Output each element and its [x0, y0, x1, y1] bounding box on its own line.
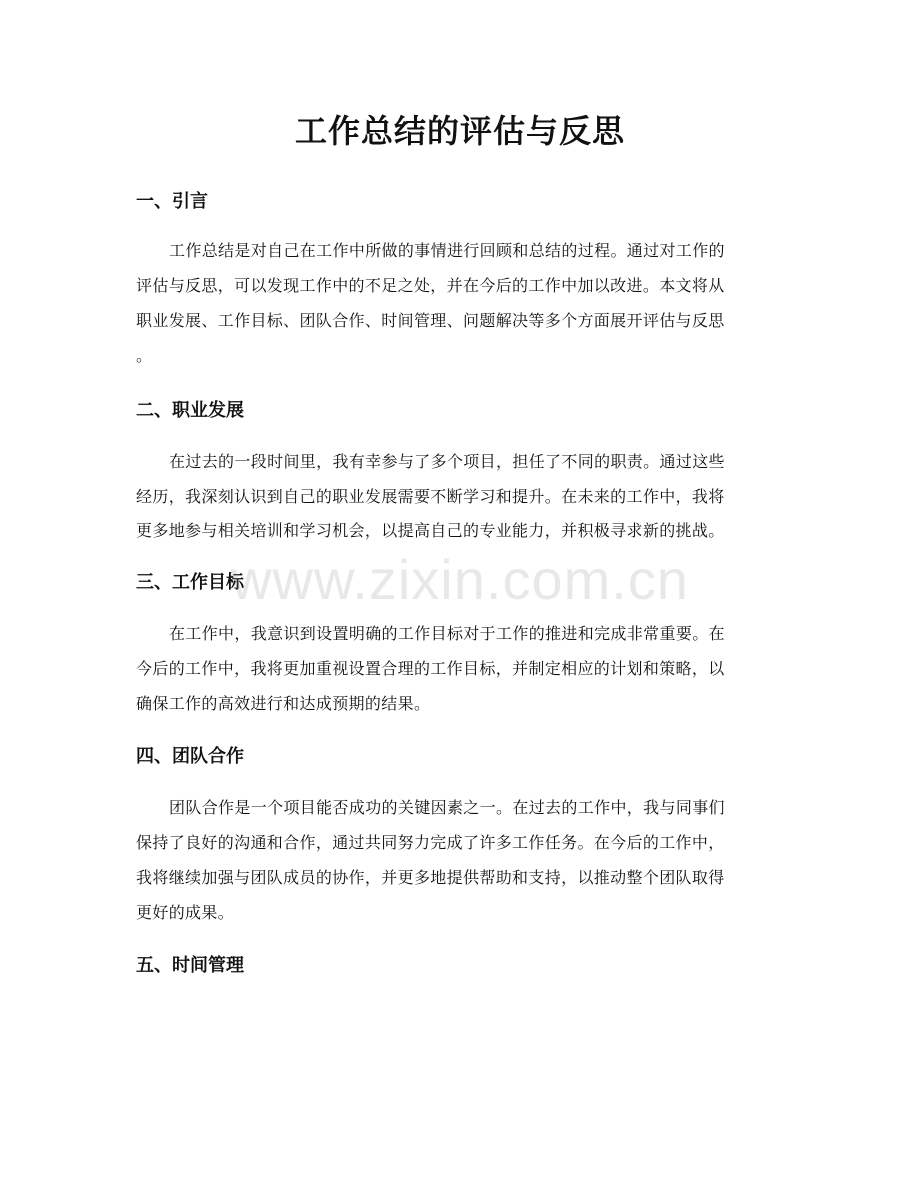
- paragraph-line: 在过去的一段时间里，我有幸参与了多个项目，担任了不同的职责。通过这些: [169, 452, 725, 471]
- watermark: www.zixin.com.cn: [231, 548, 689, 611]
- paragraph-line: 我将继续加强与团队成员的协作，并更多地提供帮助和支持，以推动整个团队取得: [136, 868, 725, 887]
- section-heading: 三、工作目标: [136, 572, 244, 593]
- paragraph-line: 更多地参与相关培训和学习机会，以提高自己的专业能力，并积极寻求新的挑战。: [136, 521, 725, 540]
- section-heading: 一、引言: [136, 191, 208, 212]
- section-heading: 五、时间管理: [136, 955, 244, 976]
- paragraph-line: 工作总结是对自己在工作中所做的事情进行回顾和总结的过程。通过对工作的: [169, 241, 725, 260]
- paragraph-line: 在工作中，我意识到设置明确的工作目标对于工作的推进和完成非常重要。在: [169, 624, 725, 643]
- section-heading: 二、职业发展: [136, 400, 244, 421]
- paragraph-line: 确保工作的高效进行和达成预期的结果。: [136, 694, 431, 713]
- page-title: 工作总结的评估与反思: [294, 112, 625, 150]
- paragraph-line: 保持了良好的沟通和合作，通过共同努力完成了许多工作任务。在今后的工作中，: [136, 833, 725, 852]
- paragraph-line: 职业发展、工作目标、团队合作、时间管理、问题解决等多个方面展开评估与反思: [136, 311, 725, 330]
- paragraph-line: 评估与反思，可以发现工作中的不足之处，并在今后的工作中加以改进。本文将从: [136, 276, 725, 295]
- paragraph-line: 。: [136, 346, 153, 365]
- paragraph-line: 今后的工作中，我将更加重视设置合理的工作目标，并制定相应的计划和策略，以: [136, 659, 725, 678]
- paragraph-line: 更好的成果。: [136, 903, 235, 922]
- paragraph-line: 经历，我深刻认识到自己的职业发展需要不断学习和提升。在未来的工作中，我将: [136, 487, 725, 506]
- section-heading: 四、团队合作: [136, 746, 244, 767]
- paragraph-line: 团队合作是一个项目能否成功的关键因素之一。在过去的工作中，我与同事们: [169, 798, 725, 817]
